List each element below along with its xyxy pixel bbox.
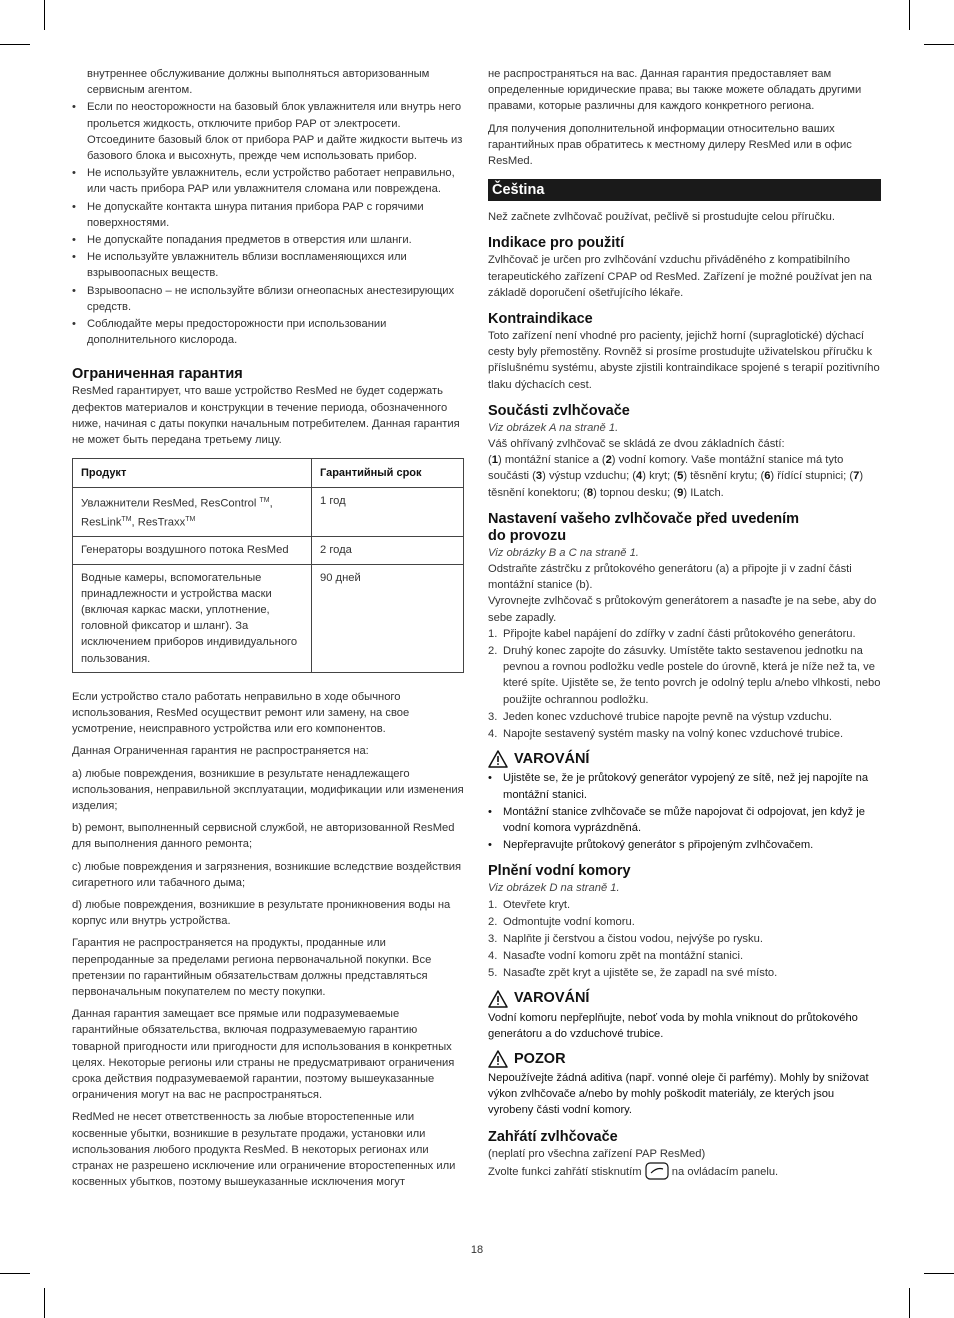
crop-mark xyxy=(909,1288,910,1318)
table-header-row xyxy=(73,459,464,488)
warning-triangle-icon xyxy=(488,750,508,768)
warranty-table xyxy=(72,458,464,673)
warning-heading: VAROVÁNÍ xyxy=(488,750,881,768)
table-cell-period: 2 года xyxy=(312,537,464,564)
warning-triangle-icon xyxy=(488,990,508,1008)
paragraph: RedMed не несет ответственность за любые второстепенные или косвенные убытки, возникшие в результате продажи, установки или использования любого продукта ResMed. В некоторых регионах или странах не разрешено исключение или ограничение второстепенных или косвенных убытков, поэтому вышеуказанные исключения могут xyxy=(72,1111,456,1189)
crop-mark xyxy=(924,44,954,45)
section-heading: Zahřátí zvlhčovače xyxy=(488,1128,618,1145)
list-item: 4. Napojte sestavený systém masky na volný konec vzduchové trubice. xyxy=(488,728,844,741)
safety-bullets xyxy=(72,99,464,348)
page-number: 18 xyxy=(470,1244,484,1256)
list-item: 4. Nasaďte vodní komoru zpět na montážní stanici. xyxy=(488,950,744,963)
table-row xyxy=(73,537,464,564)
caution-heading: POZOR xyxy=(488,1050,881,1068)
warranty-intro: ResMed гарантирует, что ваше устройство ResMed не будет содержать дефектов материалов и конструкции в течение периода, обозначенного ниже, начиная с даты покупки начальным потребителем. Данная гарантия не может быть передана третьему лицу. xyxy=(72,385,460,447)
bullet-continuation: внутреннее обслуживание должны выполняться авторизованным сервисным агентом. xyxy=(87,68,430,97)
left-column xyxy=(72,66,464,1196)
list-item: • Если по неосторожности на базовый блок увлажнителя или внутрь него прольется жидкость, отключите прибор PAP от электросети. Отсоедините базовый блок от прибора PAP и дайте жидкости вытечь из базового блока и высохнуть, прежде чем использовать прибор. xyxy=(72,99,464,164)
table-row xyxy=(73,488,464,537)
crop-mark xyxy=(0,1273,30,1274)
list-item: 2. Druhý konec zapojte do zásuvky. Umístěte takto sestavenou jednotku na pevnou a rovnou podložku vedle postele do úrovně, která je níže než ta, ve které spíte. Ujistěte se, že tento povrch je odolný teplu a/nebo vlhkosti, nebo použijte ochrannou podložku. xyxy=(488,645,881,706)
list-item: 1. Otevřete kryt. xyxy=(488,898,571,911)
list-item: • Не допускайте контакта шнура питания прибора PAP с горячими поверхностями. xyxy=(72,199,464,231)
paragraph: Если устройство стало работать неправильно в ходе обычного использования, ResMed осуществит ремонт или замену, на свое усмотрение, неисправного устройства или его компонентов. xyxy=(72,690,410,736)
paragraph: не распространяться на вас. Данная гарантия предоставляет вам определенные юридические права; вы также можете обладать другими правами, которые различны для каждого конкретного региона. xyxy=(488,68,862,113)
list-item: • Не используйте увлажнитель вблизи воспламеняющихся или взрывоопасных веществ. xyxy=(72,249,464,281)
parts-list: (1) montážní stanice a (2) vodní komory. Vaše montážní stanice má tyto součásti (3) výstup vzduchu; (4) kryt; (5) těsnění krytu; (6) řídící stupnici; (7) těsnění konektoru; (8) topnou desku; (9) ILatch. xyxy=(488,454,864,499)
list-item: • Ujistěte se, že je průtokový generátor vypojený ze sítě, než jej napojíte na montážní stanici. xyxy=(488,770,881,802)
list-item: 2. Odmontujte vodní komoru. xyxy=(488,915,635,928)
list-item: 1. Připojte kabel napájení do zdířky v zadní části průtokového generátoru. xyxy=(488,627,856,640)
col-header-period: Гарантийный срок xyxy=(312,459,464,488)
figure-reference: Viz obrázky B a C na straně 1. xyxy=(488,546,639,559)
paragraph: d) любые повреждения, возникшие в результате проникновения воды на корпус или внутрь устройства. xyxy=(72,899,451,928)
warm-up-button-icon xyxy=(645,1162,669,1180)
table-cell-period: 1 год xyxy=(312,488,464,537)
paragraph: Zvlhčovač je určen pro zvlhčování vzduchu přiváděného z kompatibilního terapeutického zařízení CPAP od ResMed. Zařízení je možné používat jen na základě doporučení ošetřujícího lékaře. xyxy=(488,254,872,299)
warning-text: Vodní komoru nepřeplňujte, neboť voda by mohla vniknout do průtokového generátoru a do vzduchové trubice. xyxy=(488,1011,858,1040)
paragraph: Гарантия не распространяется на продукты, проданные или перепроданные за пределами региона первоначальной покупки. Все претензии по гарантийным обязательствам должны представляться первоначальным покупателем по месту покупки. xyxy=(72,937,432,999)
list-item: 3. Naplňte ji čerstvou a čistou vodou, nejvýše po rysku. xyxy=(488,932,763,945)
figure-reference: Viz obrázek D na straně 1. xyxy=(488,882,620,895)
figure-reference: Viz obrázek A na straně 1. xyxy=(488,421,619,434)
paragraph: c) любые повреждения и загрязнения, возникшие вследствие воздействия сигаретного или табачного дыма; xyxy=(72,860,462,889)
paragraph: Для получения дополнительной информации относительно ваших гарантийных прав обратитесь к местному дилеру ResMed или в офис ResMed. xyxy=(488,122,852,168)
list-item: 3. Jeden konec vzduchové trubice napojte pevně na výstup vzduchu. xyxy=(488,710,833,723)
col-header-product: Продукт xyxy=(73,459,312,488)
table-cell-product: Увлажнители ResMed, ResControl ™, ResLink™, ResTraxx™ xyxy=(73,488,312,537)
table-cell-product: Водные камеры, вспомогательные принадлежности и устройства маски (включая каркас маски, уплотнение, головной фиксатор и шланг). За исключением приборов индивидуального пользования. xyxy=(73,564,312,672)
paragraph: Odstraňte zástrčku z průtokového generátoru (a) a připojte ji v zadní části montážní stanice (b). xyxy=(488,563,852,592)
list-item: • Взрывоопасно – не используйте вблизи огнеопасных анестезирующих средств. xyxy=(72,283,464,315)
list-item: • Соблюдайте меры предосторожности при использовании дополнительного кислорода. xyxy=(72,316,464,348)
paragraph: (neplatí pro všechna zařízení PAP ResMed) xyxy=(488,1147,706,1160)
language-section-bar: Čeština xyxy=(488,179,881,201)
paragraph: Váš ohřívaný zvlhčovač se skládá ze dvou základních částí: xyxy=(488,438,785,451)
caution-triangle-icon xyxy=(488,1050,508,1068)
crop-mark xyxy=(44,0,45,30)
list-item: • Не используйте увлажнитель, если устройство работает неправильно, или часть прибора PAP или увлажнителя сломана или повреждена. xyxy=(72,165,464,197)
crop-mark xyxy=(924,1273,954,1274)
setup-steps xyxy=(488,626,881,742)
section-heading: Nastavení vašeho zvlhčovače před uvedením do provozu xyxy=(488,510,800,544)
table-cell-product: Генераторы воздушного потока ResMed xyxy=(73,537,312,564)
warranty-title: Ограниченная гарантия xyxy=(72,366,243,383)
warning-bullets xyxy=(488,770,881,853)
filling-steps xyxy=(488,897,881,982)
paragraph: Данная Ограниченная гарантия не распространяется на: xyxy=(72,745,369,758)
paragraph: Данная гарантия замещает все прямые или подразумеваемые гарантийные обязательства, включая подразумеваемую гарантию товарной пригодности или пригодности для использования в конкретных целях. Некоторые регионы или страны не предусматривают ограничения срока действия подразумеваемой гарантии, поэтому вышеуказанные ограничения могут на вас не распространяться. xyxy=(72,1008,455,1102)
crop-mark xyxy=(44,1288,45,1318)
list-item: • Nepřepravujte průtokový generátor s připojeným zvlhčovačem. xyxy=(488,837,881,853)
section-heading: Plnění vodní komory xyxy=(488,863,631,880)
list-item: • Не допускайте попадания предметов в отверстия или шланги. xyxy=(72,232,464,248)
paragraph: b) ремонт, выполненный сервисной службой, не авторизованной ResMed для выполнения данного ремонта; xyxy=(72,822,455,851)
paragraph: Než začnete zvlhčovač používat, pečlivě si prostudujte celou příručku. xyxy=(488,211,835,224)
crop-mark xyxy=(0,44,30,45)
list-item: 5. Nasaďte zpět kryt a ujistěte se, že zapadl na své místo. xyxy=(488,967,778,980)
paragraph: a) любые повреждения, возникшие в результате ненадлежащего использования, неправильной эксплуатации, модификации или изменения изделия; xyxy=(72,767,464,812)
caution-text: Nepoužívejte žádná aditiva (např. vonné oleje či parfémy). Mohly by snižovat výkon zvlhčovače a/nebo by mohly poškodit materiály, ze kterých jsou vyrobeny části vodní komory. xyxy=(488,1071,869,1117)
table-row xyxy=(73,564,464,672)
section-heading: Kontraindikace xyxy=(488,311,593,328)
section-heading: Součásti zvlhčovače xyxy=(488,402,630,419)
section-heading: Indikace pro použití xyxy=(488,235,625,252)
crop-mark xyxy=(909,0,910,30)
paragraph: Toto zařízení není vhodné pro pacienty, jejichž horní (supraglotické) dýchací cesty byly přemostěny. Rovněž si prosíme prostudujte uživatelskou příručku k příslušnému systému, abyste zjistili kontraindikace spojené s terapií pozitivního tlaku dýchacích cest. xyxy=(488,330,880,391)
paragraph: Vyrovnejte zvlhčovač s průtokovým generátorem a nasaďte je na sebe, aby do sebe zapadly. xyxy=(488,595,877,624)
list-item: • Montážní stanice zvlhčovače se může napojovat či odpojovat, jen když je vodní komora vyprázdněná. xyxy=(488,804,881,836)
table-cell-period: 90 дней xyxy=(312,564,464,672)
warning-heading: VAROVÁNÍ xyxy=(488,990,881,1008)
right-column xyxy=(488,66,881,1180)
paragraph: Zvolte funkci zahřátí stisknutím na ovládacím panelu. xyxy=(488,1162,881,1180)
